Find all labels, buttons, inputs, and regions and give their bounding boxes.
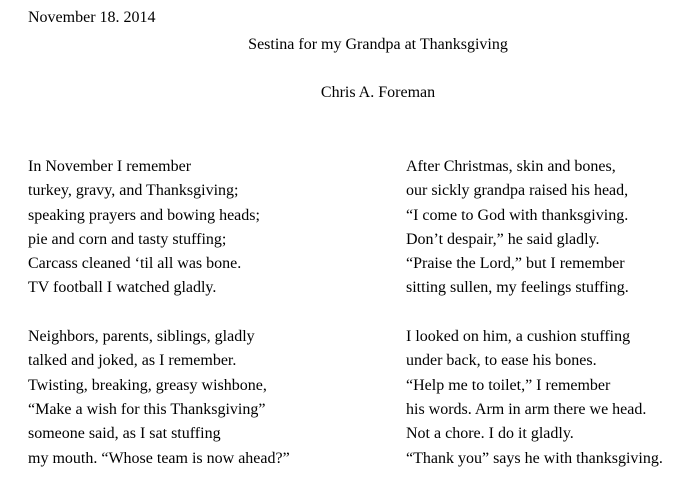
poem-line: our sickly grandpa raised his head, xyxy=(406,182,629,200)
poem-line: In November I remember xyxy=(28,158,192,175)
poem-line: turkey, gravy, and Thanksgiving; xyxy=(28,182,239,200)
poem-line: Carcass cleaned ‘til all was bone. xyxy=(28,255,242,273)
poem-line: Don’t despair,” he said gladly. xyxy=(406,230,600,248)
poem-line: pie and corn and tasty stuffing; xyxy=(28,230,227,248)
poem-line: “I come to God with thanksgiving. xyxy=(406,206,629,224)
poem-line: sitting sullen, my feelings stuffing. xyxy=(406,279,629,297)
poem-line: Twisting, breaking, greasy wishbone, xyxy=(28,376,267,394)
poem-line: “Make a wish for this Thanksgiving” xyxy=(28,400,266,418)
right-column xyxy=(406,155,663,471)
stanza xyxy=(28,325,290,471)
poem-line: talked and joked, as I remember. xyxy=(28,352,237,370)
poem-line: I looked on him, a cushion stuffing xyxy=(406,328,631,346)
poem-line: someone said, as I sat stuffing xyxy=(28,425,221,443)
stanza xyxy=(406,155,663,301)
left-column xyxy=(28,155,290,471)
poem-line: Neighbors, parents, siblings, gladly xyxy=(28,328,255,346)
stanza xyxy=(406,325,663,471)
poem-line: “Praise the Lord,” but I remember xyxy=(406,255,625,273)
poem-line: “Thank you” says he with thanksgiving. xyxy=(406,449,663,467)
poem-line: his words. Arm in arm there we head. xyxy=(406,400,647,418)
poem-title: Sestina for my Grandpa at Thanksgiving xyxy=(248,36,508,53)
poem-line: my mouth. “Whose team is now ahead?” xyxy=(28,449,290,467)
poem-line: speaking prayers and bowing heads; xyxy=(28,206,260,224)
poem-author: Chris A. Foreman xyxy=(320,84,436,101)
poem-line: Not a chore. I do it gladly. xyxy=(406,425,574,443)
document-date: November 18. 2014 xyxy=(28,9,156,26)
stanza xyxy=(28,155,290,301)
poem-line: TV football I watched gladly. xyxy=(28,279,217,297)
poem-line: “Help me to toilet,” I remember xyxy=(406,376,611,394)
poem-line: After Christmas, skin and bones, xyxy=(406,158,616,175)
poem-line: under back, to ease his bones. xyxy=(406,352,597,370)
